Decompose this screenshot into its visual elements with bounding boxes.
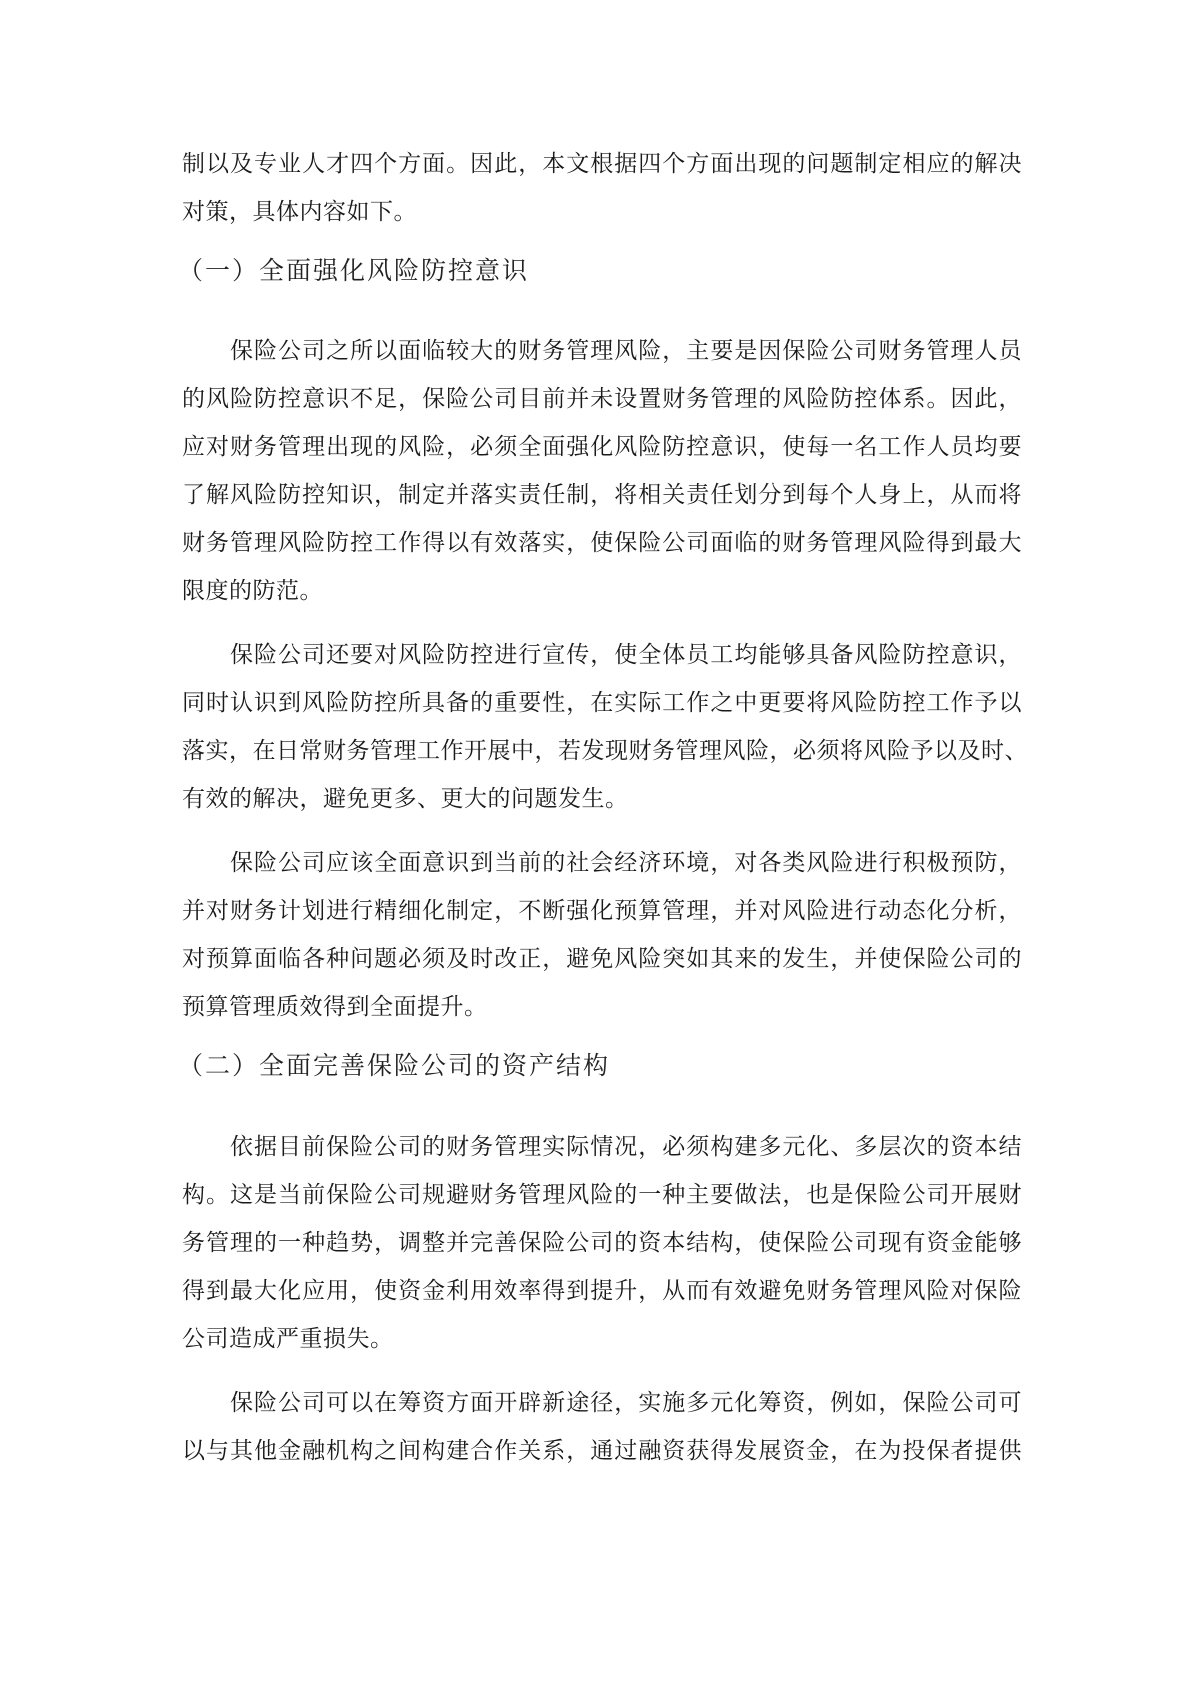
paragraph-line: 保险公司之所以面临较大的财务管理风险，主要是因保险公司财务管理人员 bbox=[182, 338, 1022, 364]
paragraph-line: 务管理的一种趋势，调整并完善保险公司的资本结构，使保险公司现有资金能够 bbox=[182, 1230, 1022, 1256]
paragraph-line: 同时认识到风险防控所具备的重要性，在实际工作之中更要将风险防控工作予以 bbox=[182, 690, 1022, 716]
paragraph-line: 保险公司可以在筹资方面开辟新途径，实施多元化筹资，例如，保险公司可 bbox=[182, 1390, 1022, 1416]
paragraph-line: 应对财务管理出现的风险，必须全面强化风险防控意识，使每一名工作人员均要 bbox=[182, 434, 1022, 460]
paragraph-line: 有效的解决，避免更多、更大的问题发生。 bbox=[182, 786, 629, 812]
paragraph-line: 以与其他金融机构之间构建合作关系，通过融资获得发展资金，在为投保者提供 bbox=[182, 1438, 1022, 1464]
paragraph-line: 并对财务计划进行精细化制定，不断强化预算管理，并对风险进行动态化分析， bbox=[182, 898, 1022, 924]
paragraph-line: 依据目前保险公司的财务管理实际情况，必须构建多元化、多层次的资本结 bbox=[182, 1134, 1022, 1160]
paragraph-line: 财务管理风险防控工作得以有效落实，使保险公司面临的财务管理风险得到最大 bbox=[182, 530, 1022, 556]
section-heading-1: （一）全面强化风险防控意识 bbox=[178, 256, 530, 285]
paragraph-line: 得到最大化应用，使资金利用效率得到提升，从而有效避免财务管理风险对保险 bbox=[182, 1278, 1022, 1304]
paragraph-line: 构。这是当前保险公司规避财务管理风险的一种主要做法，也是保险公司开展财 bbox=[182, 1182, 1022, 1208]
paragraph-line: 保险公司应该全面意识到当前的社会经济环境，对各类风险进行积极预防， bbox=[182, 850, 1022, 876]
paragraph-line: 对预算面临各种问题必须及时改正，避免风险突如其来的发生，并使保险公司的 bbox=[182, 946, 1022, 972]
section-heading-2: （二）全面完善保险公司的资产结构 bbox=[178, 1051, 611, 1080]
paragraph-line: 限度的防范。 bbox=[182, 578, 323, 604]
paragraph-line: 制以及专业人才四个方面。因此，本文根据四个方面出现的问题制定相应的解决 bbox=[182, 151, 1022, 177]
paragraph-line: 公司造成严重损失。 bbox=[182, 1326, 394, 1352]
paragraph-line: 预算管理质效得到全面提升。 bbox=[182, 994, 488, 1020]
paragraph-line: 的风险防控意识不足，保险公司目前并未设置财务管理的风险防控体系。因此， bbox=[182, 386, 1022, 412]
paragraph-line: 落实，在日常财务管理工作开展中，若发现财务管理风险，必须将风险予以及时、 bbox=[182, 738, 1028, 764]
paragraph-line: 保险公司还要对风险防控进行宣传，使全体员工均能够具备风险防控意识， bbox=[182, 642, 1022, 668]
paragraph-line: 了解风险防控知识，制定并落实责任制，将相关责任划分到每个人身上，从而将 bbox=[182, 482, 1022, 508]
paragraph-line: 对策，具体内容如下。 bbox=[182, 199, 417, 225]
